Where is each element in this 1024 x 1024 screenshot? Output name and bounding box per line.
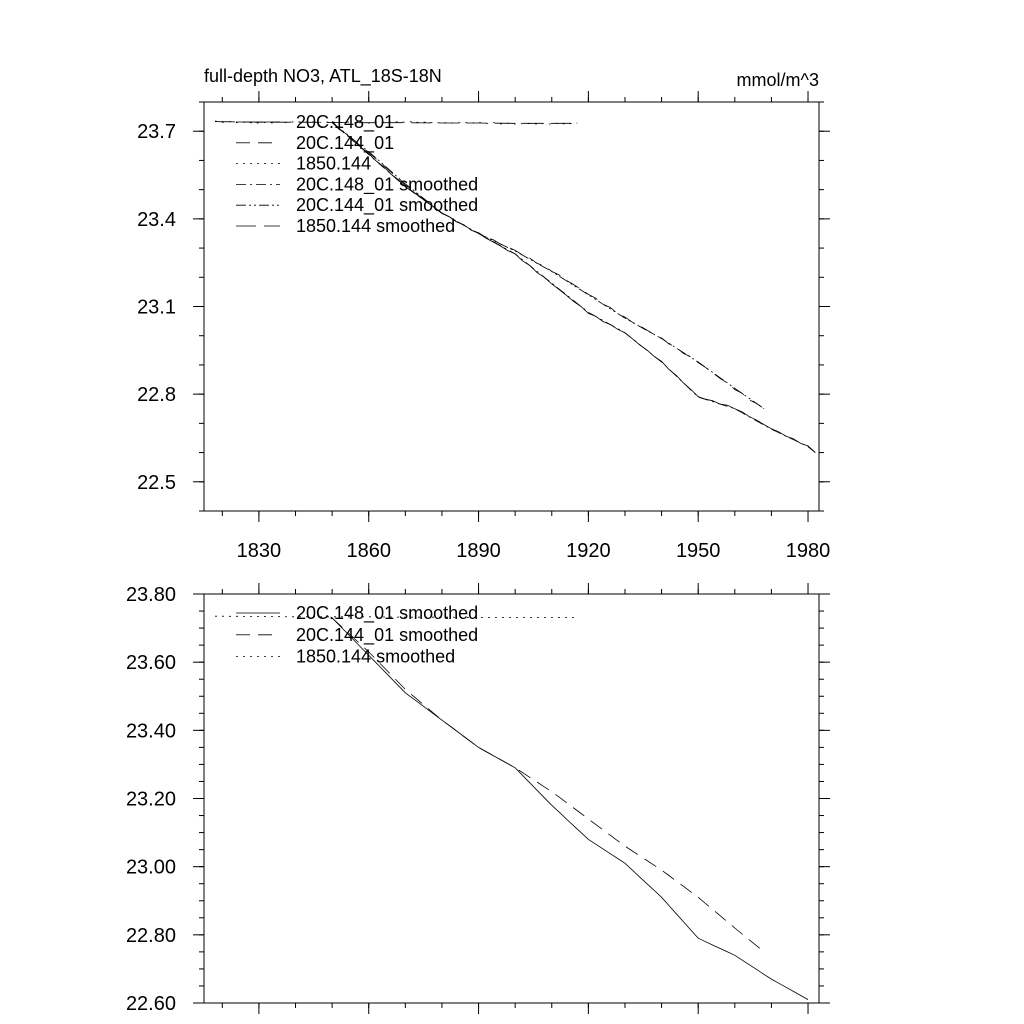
legend-label: 1850.144 smoothed <box>296 646 456 667</box>
y-tick-label: 23.80 <box>125 584 176 606</box>
series-line-20c-148-01-smoothed <box>332 123 815 453</box>
chart-title: full-depth NO3, ATL_18S-18N <box>204 66 442 86</box>
series-line-20c-148-01-smoothed <box>332 618 808 1000</box>
legend <box>236 112 478 236</box>
y-tick-label: 22.80 <box>125 924 176 947</box>
y-tick-label: 22.60 <box>125 993 176 1015</box>
y-tick-label: 23.60 <box>125 652 176 675</box>
y-tick-label: 23.4 <box>137 208 176 231</box>
y-tick-label: 22.8 <box>137 384 176 407</box>
y-tick-label: 23.40 <box>125 720 176 743</box>
bottom-panel <box>126 583 830 1015</box>
series-line-20c-144-01-smoothed <box>332 123 764 409</box>
legend-label: 20C.144_01 smoothed <box>296 624 479 645</box>
x-tick-label: 1860 <box>346 540 391 562</box>
y-tick-label: 23.00 <box>125 856 176 879</box>
y-tick-label: 23.20 <box>125 788 176 811</box>
legend-label: 20C.144_01 smoothed <box>296 195 479 216</box>
top-panel <box>137 91 830 562</box>
y-tick-label: 23.1 <box>137 296 176 319</box>
series-lines <box>215 616 808 999</box>
y-tick-label: 23.7 <box>137 121 176 144</box>
series-line-20c-144-01-smoothed <box>332 618 764 952</box>
legend-label: 1850.144 smoothed <box>296 216 456 236</box>
series-line-20c-144-01 <box>332 122 764 408</box>
x-tick-label: 1890 <box>456 540 501 562</box>
y-tick-label: 22.5 <box>137 471 176 494</box>
legend-label: 20C.144_01 <box>296 132 395 153</box>
legend-label: 20C.148_01 <box>296 112 395 132</box>
x-tick-label: 1950 <box>675 540 721 562</box>
legend-label: 20C.148_01 smoothed <box>296 174 479 195</box>
units-label: mmol/m^3 <box>736 70 819 90</box>
x-tick-label: 1920 <box>566 540 611 562</box>
legend <box>236 603 478 667</box>
legend-label: 1850.144 <box>296 153 372 174</box>
x-tick-label: 1830 <box>236 540 282 562</box>
series-line-20c-148-01 <box>332 121 815 452</box>
legend-label: 20C.148_01 smoothed <box>296 603 479 623</box>
x-tick-label: 1980 <box>785 540 831 562</box>
